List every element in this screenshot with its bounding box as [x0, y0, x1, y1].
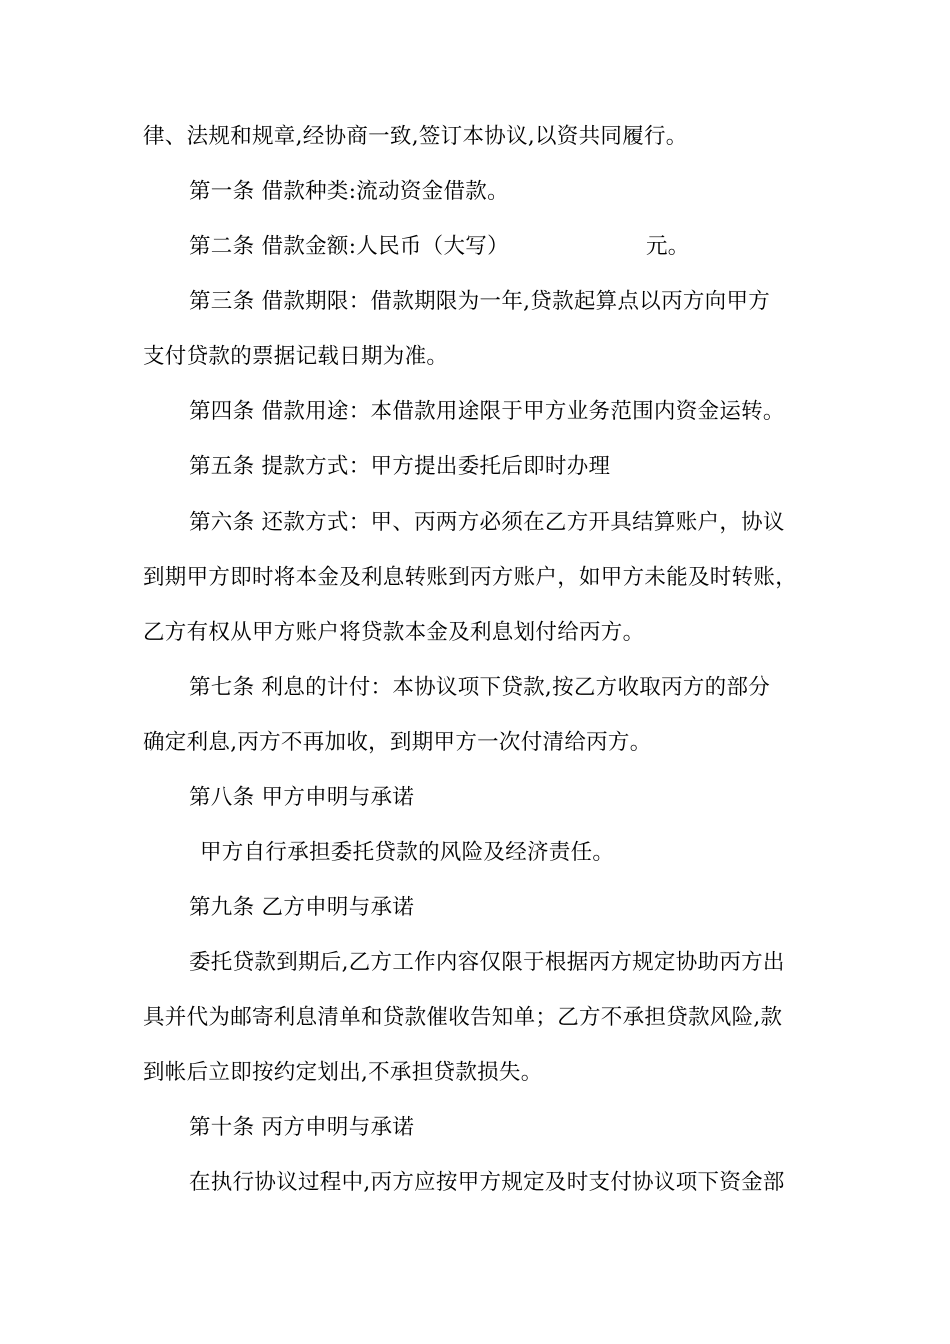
- article-7-line-1: 第七条 利息的计付：本协议项下贷款,按乙方收取丙方的部分: [189, 675, 771, 700]
- article-9-body-line-2: 具并代为邮寄利息清单和贷款催收告知单；乙方不承担贷款风险,款: [143, 1005, 783, 1030]
- article-8-heading: 第八条 甲方申明与承诺: [189, 785, 415, 810]
- article-9-body-line-3: 到帐后立即按约定划出,不承担贷款损失。: [143, 1060, 543, 1085]
- article-4-line: 第四条 借款用途：本借款用途限于甲方业务范围内资金运转。: [189, 399, 785, 424]
- paragraph-continuation-line: 律、法规和规章,经协商一致,签订本协议,以资共同履行。: [143, 124, 688, 149]
- article-8-body: 甲方自行承担委托贷款的风险及经济责任。: [200, 840, 615, 865]
- article-2-line: 第二条 借款金额:人民币（大写）: [189, 234, 509, 259]
- article-5-line: 第五条 提款方式：甲方提出委托后即时办理: [189, 454, 611, 479]
- article-10-heading: 第十条 丙方申明与承诺: [189, 1115, 415, 1140]
- article-6-line-2: 到期甲方即时将本金及利息转账到丙方账户，如甲方未能及时转账，: [143, 565, 798, 590]
- article-1-line: 第一条 借款种类:流动资金借款。: [189, 179, 509, 204]
- article-10-body-line-1: 在执行协议过程中,丙方应按甲方规定及时支付协议项下资金部: [189, 1170, 785, 1195]
- article-6-line-1: 第六条 还款方式：甲、丙两方必须在乙方开具结算账户，协议: [189, 510, 785, 535]
- article-7-line-2: 确定利息,丙方不再加收，到期甲方一次付清给丙方。: [143, 730, 652, 755]
- article-3-line-2: 支付贷款的票据记载日期为准。: [143, 344, 449, 369]
- article-9-body-line-1: 委托贷款到期后,乙方工作内容仅限于根据丙方规定协助丙方出: [189, 950, 785, 975]
- article-3-line-1: 第三条 借款期限：借款期限为一年,贷款起算点以丙方向甲方: [189, 289, 771, 314]
- article-2-amount-unit: 元。: [646, 234, 690, 259]
- article-6-line-3: 乙方有权从甲方账户将贷款本金及利息划付给丙方。: [143, 620, 645, 645]
- article-9-heading: 第九条 乙方申明与承诺: [189, 895, 415, 920]
